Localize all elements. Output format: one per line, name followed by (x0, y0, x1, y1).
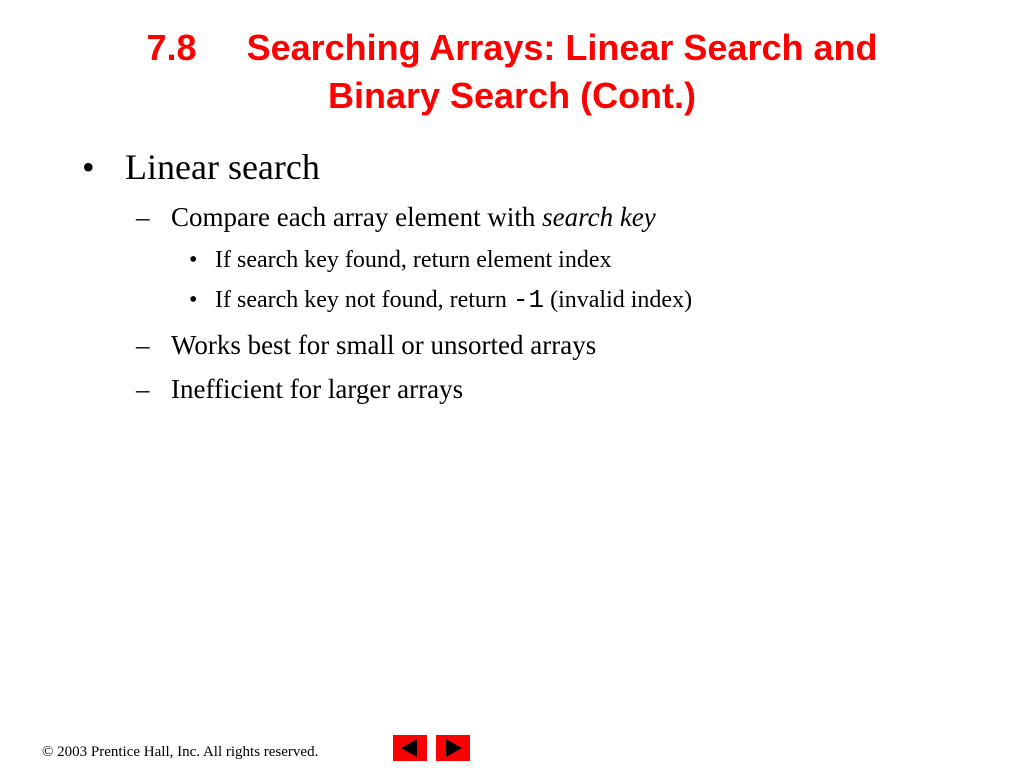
sub-sub-bullet-text-after: (invalid index) (544, 287, 693, 313)
dash-marker: – (136, 374, 150, 404)
sub-sub-bullet-not-found (189, 286, 692, 314)
triangle-left-icon (393, 735, 427, 761)
bullet-marker: • (82, 147, 95, 187)
title-line-2: Binary Search (Cont.) (327, 75, 697, 116)
sub-bullet-text: Works best for small or unsorted arrays (171, 330, 597, 360)
sub-bullet-works-best (136, 329, 596, 361)
triangle-right-icon (436, 735, 470, 761)
sub-sub-bullet-text-before: If search key not found, return (215, 287, 513, 313)
sub-bullet-text: Inefficient for larger arrays (171, 374, 464, 404)
title-line-1 (0, 24, 1024, 72)
sub-bullet-text: Compare each array element with (171, 202, 543, 232)
dash-marker: – (136, 330, 150, 360)
title-text-1: Searching Arrays: Linear Search and (246, 27, 878, 68)
search-key-emphasis: search key (542, 202, 656, 232)
section-number: 7.8 (146, 27, 197, 68)
sub-sub-bullet-found (189, 246, 612, 274)
bullet-marker: • (189, 287, 198, 313)
bullet-text: Linear search (125, 147, 320, 187)
bullet-marker: • (189, 247, 198, 273)
bullet-linear-search (82, 146, 320, 188)
sub-sub-bullet-text: If search key found, return element index (215, 247, 612, 273)
sub-bullet-compare (136, 201, 656, 233)
dash-marker: – (136, 202, 150, 232)
previous-slide-button[interactable] (393, 735, 427, 761)
copyright-footer: © 2003 Prentice Hall, Inc. All rights reserved. (42, 744, 319, 760)
sub-bullet-inefficient (136, 373, 463, 405)
slide-title (0, 24, 1024, 120)
next-slide-button[interactable] (436, 735, 470, 761)
code-minus-one: -1 (512, 285, 545, 315)
